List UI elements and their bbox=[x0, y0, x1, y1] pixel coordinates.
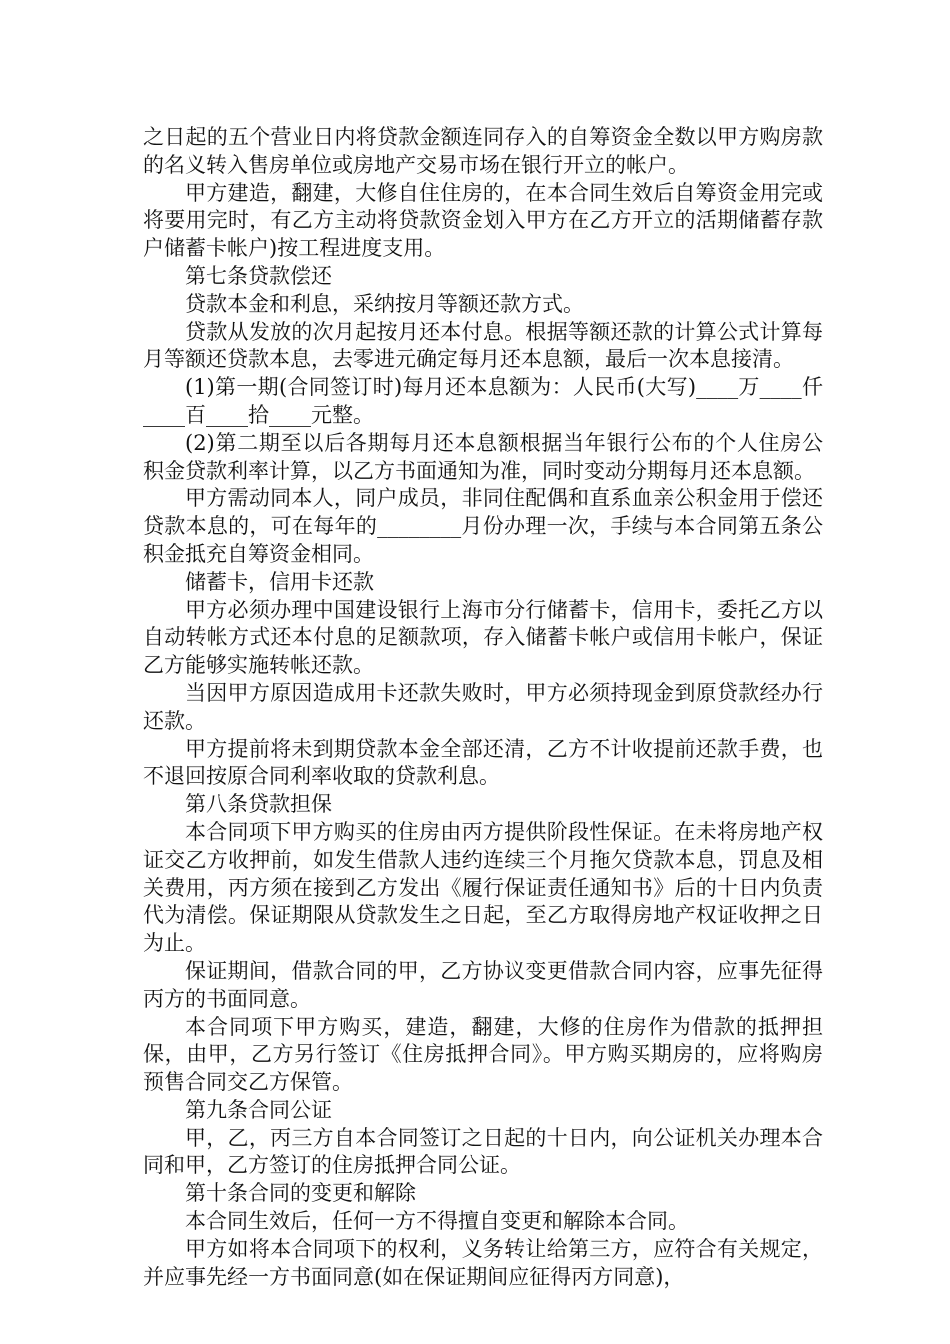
paragraph: 甲方建造，翻建，大修自住住房的，在本合同生效后自筹资金用完或将要用完时，有乙方主动将贷款资金划入甲方在乙方开立的活期储蓄存款户储蓄卡帐户)按工程进度支用。 bbox=[143, 180, 823, 261]
section-heading-card-repayment: 储蓄卡，信用卡还款 bbox=[185, 569, 374, 594]
paragraph: 本合同生效后，任何一方不得擅自变更和解除本合同。 bbox=[185, 1209, 689, 1234]
paragraph: 贷款本金和利息，采纳按月等额还款方式。 bbox=[185, 291, 584, 316]
paragraph-installment-1: (1)第一期(合同签订时)每月还本息额为：人民币(大写)____万____仟____百____拾____元整。 bbox=[143, 375, 823, 427]
paragraph: 甲，乙，丙三方自本合同签订之日起的十日内，向公证机关办理本合同和甲，乙方签订的住房抵押合同公证。 bbox=[143, 1125, 823, 1178]
paragraph: 本合同项下甲方购买的住房由丙方提供阶段性保证。在未将房地产权证交乙方收押前，如发生借款人违约连续三个月拖欠贷款本息，罚息及相关费用，丙方须在接到乙方发出《履行保证责任通知书》后的十日内负责代为清偿。保证期限从贷款发生之日起，至乙方取得房地产权证收押之日为止。 bbox=[143, 819, 823, 956]
paragraph: 本合同项下甲方购买，建造，翻建，大修的住房作为借款的抵押担保，由甲，乙方另行签订《住房抵押合同》。甲方购买期房的，应将购房预售合同交乙方保管。 bbox=[143, 1014, 823, 1095]
section-heading-article-10: 第十条合同的变更和解除 bbox=[185, 1181, 416, 1206]
section-heading-article-9: 第九条合同公证 bbox=[185, 1097, 332, 1122]
paragraph-continuation: 之日起的五个营业日内将贷款金额连同存入的自筹资金全数以甲方购房款的名义转入售房单位或房地产交易市场在银行开立的帐户。 bbox=[143, 125, 823, 177]
paragraph: 甲方提前将未到期贷款本金全部还清，乙方不计收提前还款手费，也不退回按原合同利率收取的贷款利息。 bbox=[143, 736, 823, 789]
paragraph: 贷款从发放的次月起按月还本付息。根据等额还款的计算公式计算每月等额还贷款本息，去零进元确定每月还本息额，最后一次本息接清。 bbox=[143, 319, 823, 372]
paragraph: 甲方需动同本人，同户成员，非同住配偶和直系血亲公积金用于偿还贷款本息的，可在每年的________月份办理一次，手续与本合同第五条公积金抵充自筹资金相同。 bbox=[143, 486, 823, 566]
paragraph: 当因甲方原因造成用卡还款失败时，甲方必须持现金到原贷款经办行还款。 bbox=[143, 680, 823, 733]
document-body bbox=[143, 124, 823, 1291]
paragraph: 保证期间，借款合同的甲，乙方协议变更借款合同内容，应事先征得丙方的书面同意。 bbox=[143, 958, 823, 1011]
paragraph: 甲方如将本合同项下的权利，义务转让给第三方，应符合有关规定，并应事先经一方书面同意(如在保证期间应征得丙方同意)， bbox=[143, 1236, 823, 1289]
section-heading-article-8: 第八条贷款担保 bbox=[185, 792, 332, 817]
paragraph-installment-2: (2)第二期至以后各期每月还本息额根据当年银行公布的个人住房公积金贷款利率计算，以乙方书面通知为准，同时变动分期每月还本息额。 bbox=[143, 430, 823, 483]
section-heading-article-7: 第七条贷款偿还 bbox=[185, 263, 332, 288]
paragraph: 甲方必须办理中国建设银行上海市分行储蓄卡，信用卡，委托乙方以自动转帐方式还本付息的足额款项，存入储蓄卡帐户或信用卡帐户，保证乙方能够实施转帐还款。 bbox=[143, 597, 823, 678]
